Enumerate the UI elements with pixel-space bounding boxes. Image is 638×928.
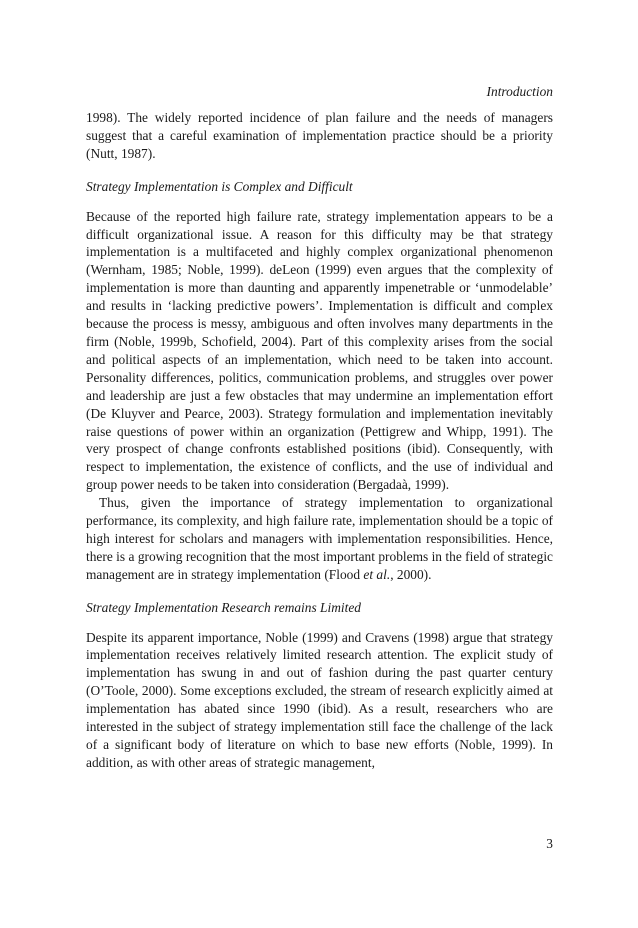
paragraph-importance-end: , 2000). xyxy=(390,566,432,582)
paragraph-research: Despite its apparent importance, Noble (1999) and Cravens (1998) argue that strategy implementation receives relatively limited research attention. The explicit study of implementation has swung in and out of fashion during the past quarter century (O’Toole, 2000). Some exceptions excluded, the stream of research explicitly aimed at implementation has abated since 1990 (ibid). As a result, researchers who are interested in the subject of strategy implementation still face the challenge of the lack of a significant body of literature on which to base new efforts (Noble, 1999). In addition, as with other areas of strategic management, xyxy=(86,629,553,770)
body-text xyxy=(86,109,553,772)
document-page xyxy=(86,0,553,928)
paragraph-importance xyxy=(86,494,553,584)
paragraph-importance-text: Thus, given the importance of strategy implementation to organizational performance, its complexity, and high failure rate, implementation should be a topic of high interest for scholars and managers with implementation responsibilities. Hence, there is a growing recognition that the most important problems in the field of strategic management are in strategy implementation (Flood xyxy=(86,495,553,582)
page-number: 3 xyxy=(546,836,553,851)
running-header: Introduction xyxy=(486,84,553,99)
section-heading-research: Strategy Implementation Research remains Limited xyxy=(86,599,361,615)
paragraph-complexity: Because of the reported high failure rate, strategy implementation appears to be a difficult organizational issue. A reason for this difficulty may be that strategy implementation is a multifaceted and highly complex organizational phenomenon (Wernham, 1985; Noble, 1999). deLeon (1999) even argues that the complexity of implementation is more than daunting and apparently impenetrable or ‘unmodelable’ and results in ‘lacking predictive powers’. Implementation is difficult and complex because the process is messy, ambiguous and often involves many departments in the firm (Noble, 1999b, Schofield, 2004). Part of this complexity arises from the social and political aspects of an implementation, which need to be taken into account. Personality differences, politics, communication problems, and struggles over power and leadership are just a few obstacles that may undermine an implementation effort (De Kluyver and Pearce, 2003). Strategy formulation and implementation inevitably raise questions of power within an organization (Pettigrew and Whipp, 1991). The very prospect of change confronts established positions (ibid). Consequently, with respect to implementation, the existence of conflicts, and the use of individual and group power needs to be taken into consideration (Bergadaà, 1999). xyxy=(86,208,553,493)
citation-et-al: et al. xyxy=(363,566,391,582)
paragraph-continuation: 1998). The widely reported incidence of plan failure and the needs of managers suggest that a careful examination of implementation practice should be a priority (Nutt, 1987). xyxy=(86,110,553,161)
section-heading-complex: Strategy Implementation is Complex and Difficult xyxy=(86,178,353,194)
